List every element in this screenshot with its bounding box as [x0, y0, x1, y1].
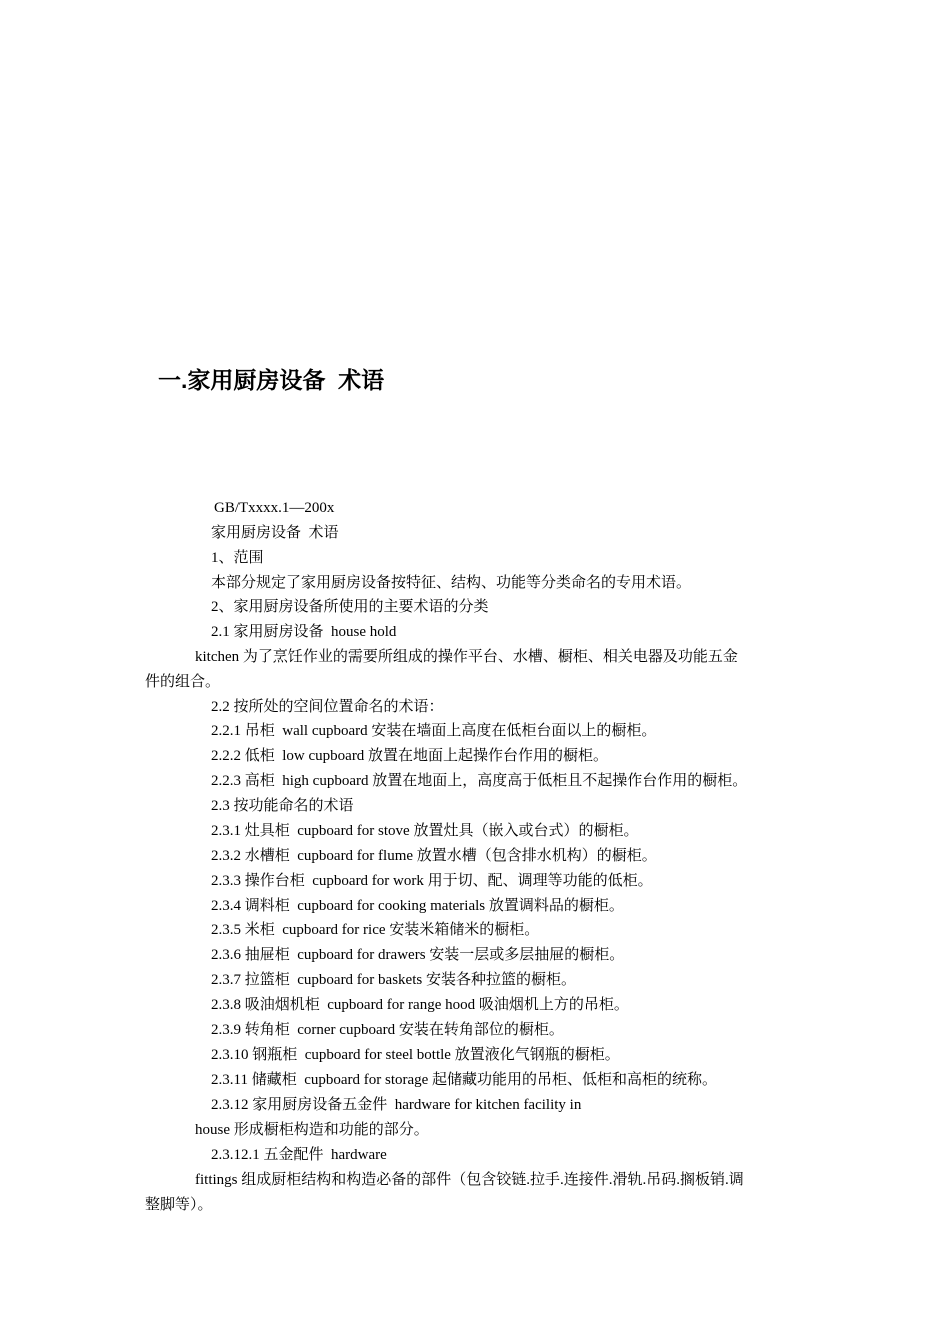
paragraph: 本部分规定了家用厨房设备按特征、结构、功能等分类命名的专用术语。: [211, 575, 692, 591]
term-2-3-12-continued: house 形成橱柜构造和功能的部分。: [195, 1122, 429, 1138]
section-heading-terms: 2、家用厨房设备所使用的主要术语的分类: [211, 599, 489, 615]
term-2-3-6: 2.3.6 抽屉柜 cupboard for drawers 安装一层或多层抽屉的橱柜。: [211, 947, 625, 963]
standard-number: GB/Txxxx.1—200x: [214, 500, 335, 516]
term-2-3-11: 2.3.11 储藏柜 cupboard for storage 起储藏功能用的吊柜、低柜和高柜的统称。: [211, 1072, 718, 1088]
page-title: 一.家用厨房设备 术语: [158, 367, 385, 393]
term-2-3-5: 2.3.5 米柜 cupboard for rice 安装米箱储米的橱柜。: [211, 922, 540, 938]
subsection-heading: 2.2 按所处的空间位置命名的术语：: [211, 699, 444, 715]
term-2-3-8: 2.3.8 吸油烟机柜 cupboard for range hood 吸油烟机上方的吊柜。: [211, 997, 629, 1013]
term-2-3-12: 2.3.12 家用厨房设备五金件 hardware for kitchen facility in: [211, 1097, 582, 1113]
term-2-3-4: 2.3.4 调料柜 cupboard for cooking materials 放置调料品的橱柜。: [211, 898, 624, 914]
term-2-3-9: 2.3.9 转角柜 corner cupboard 安装在转角部位的橱柜。: [211, 1022, 564, 1038]
term-2-2-2: 2.2.2 低柜 low cupboard 放置在地面上起操作台作用的橱柜。: [211, 748, 609, 764]
subsection-heading: 2.3 按功能命名的术语: [211, 798, 354, 814]
term-2-3-12-1: 2.3.12.1 五金配件 hardware: [211, 1147, 387, 1163]
document-title: 家用厨房设备 术语: [211, 525, 339, 541]
term-2-2-3: 2.2.3 高柜 high cupboard 放置在地面上，高度高于低柜且不起操作台作用的橱柜。: [211, 773, 748, 789]
term-2-3-10: 2.3.10 钢瓶柜 cupboard for steel bottle 放置液化气钢瓶的橱柜。: [211, 1047, 620, 1063]
term-2-3-1: 2.3.1 灶具柜 cupboard for stove 放置灶具（嵌入或台式）的橱柜。: [211, 823, 639, 839]
term-2-3-12-1-continued: fittings 组成厨柜结构和构造必备的部件（包含铰链.拉手.连接件.滑轨.吊码.搁板销.调: [195, 1172, 744, 1188]
term-2-3-7: 2.3.7 拉篮柜 cupboard for baskets 安装各种拉篮的橱柜。: [211, 972, 576, 988]
term-2-3-3: 2.3.3 操作台柜 cupboard for work 用于切、配、调理等功能的低柜。: [211, 873, 653, 889]
term-2-3-2: 2.3.2 水槽柜 cupboard for flume 放置水槽（包含排水机构）的橱柜。: [211, 848, 657, 864]
section-heading-scope: 1、范围: [211, 550, 264, 566]
term-2-2-1: 2.2.1 吊柜 wall cupboard 安装在墙面上高度在低柜台面以上的橱柜。: [211, 723, 657, 739]
term-2-3-12-1-continued: 整脚等）。: [145, 1197, 213, 1213]
term-2-1-continued: 件的组合。: [145, 674, 221, 690]
term-2-1: 2.1 家用厨房设备 house hold: [211, 624, 397, 640]
term-2-1-continued: kitchen 为了烹饪作业的需要所组成的操作平台、水槽、橱柜、相关电器及功能五金: [195, 649, 738, 665]
